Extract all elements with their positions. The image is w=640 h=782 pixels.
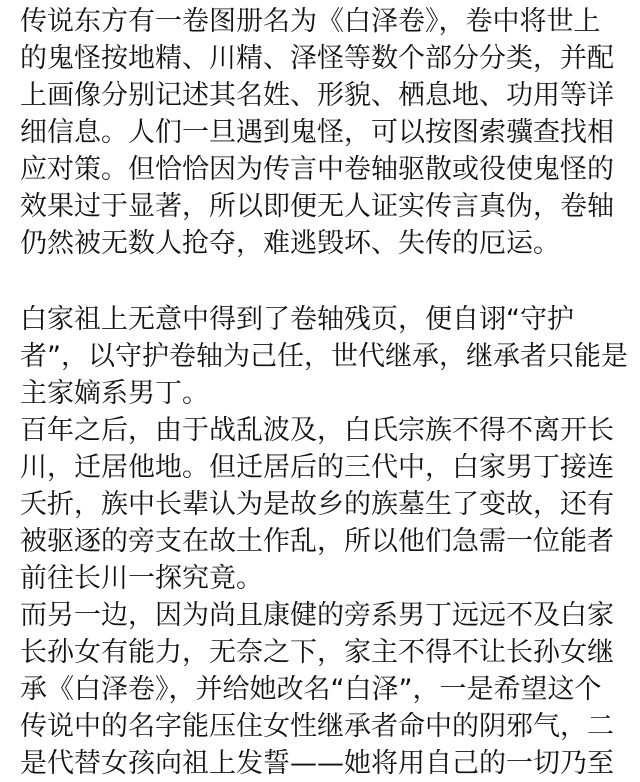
text-line: 传说东方有一卷图册名为《白泽卷》，卷中将世上 <box>20 6 601 37</box>
text-line: 百年之后，由于战乱波及，白氏宗族不得不离开长 <box>20 415 614 446</box>
paragraph-2 <box>20 301 632 782</box>
text-line: 效果过于显著，所以即便无人证实传言真伪，卷轴 <box>20 191 614 222</box>
text-line: 被驱逐的旁支在故土作乱，所以他们急需一位能者 <box>20 526 614 557</box>
text-line: 是代替女孩向祖上发誓——她将用自己的一切乃至 <box>20 748 614 779</box>
text-line: 长孙女有能力，无奈之下，家主不得不让长孙女继 <box>20 637 614 668</box>
text-line: 前往长川一探究竟。 <box>20 563 263 594</box>
text-line: 夭折，族中长辈认为是故乡的族墓生了变故，还有 <box>20 489 614 520</box>
paragraph-1 <box>20 3 632 262</box>
text-line: 者”，以守护卷轴为己任，世代继承，继承者只能是 <box>20 341 628 372</box>
text-line: 仍然被无数人抢夺，难逃毁坏、失传的厄运。 <box>20 228 560 259</box>
text-line: 白家祖上无意中得到了卷轴残页，便自诩“守护 <box>20 304 574 335</box>
text-line: 应对策。但恰恰因为传言中卷轴驱散或役使鬼怪的 <box>20 154 614 185</box>
text-line: 上画像分别记述其名姓、形貌、栖息地、功用等详 <box>20 80 614 111</box>
text-line: 主家嫡系男丁。 <box>20 378 209 409</box>
text-line: 细信息。人们一旦遇到鬼怪，可以按图索骥查找相 <box>20 117 614 148</box>
text-line: 川，迁居他地。但迁居后的三代中，白家男丁接连 <box>20 452 614 483</box>
text-line: 的鬼怪按地精、川精、泽怪等数个部分分类，并配 <box>20 43 614 74</box>
text-line: 承《白泽卷》，并给她改名“白泽”，一是希望这个 <box>20 674 602 705</box>
text-line: 传说中的名字能压住女性继承者命中的阴邪气，二 <box>20 711 614 742</box>
text-line: 而另一边，因为尚且康健的旁系男丁远远不及白家 <box>20 600 614 631</box>
